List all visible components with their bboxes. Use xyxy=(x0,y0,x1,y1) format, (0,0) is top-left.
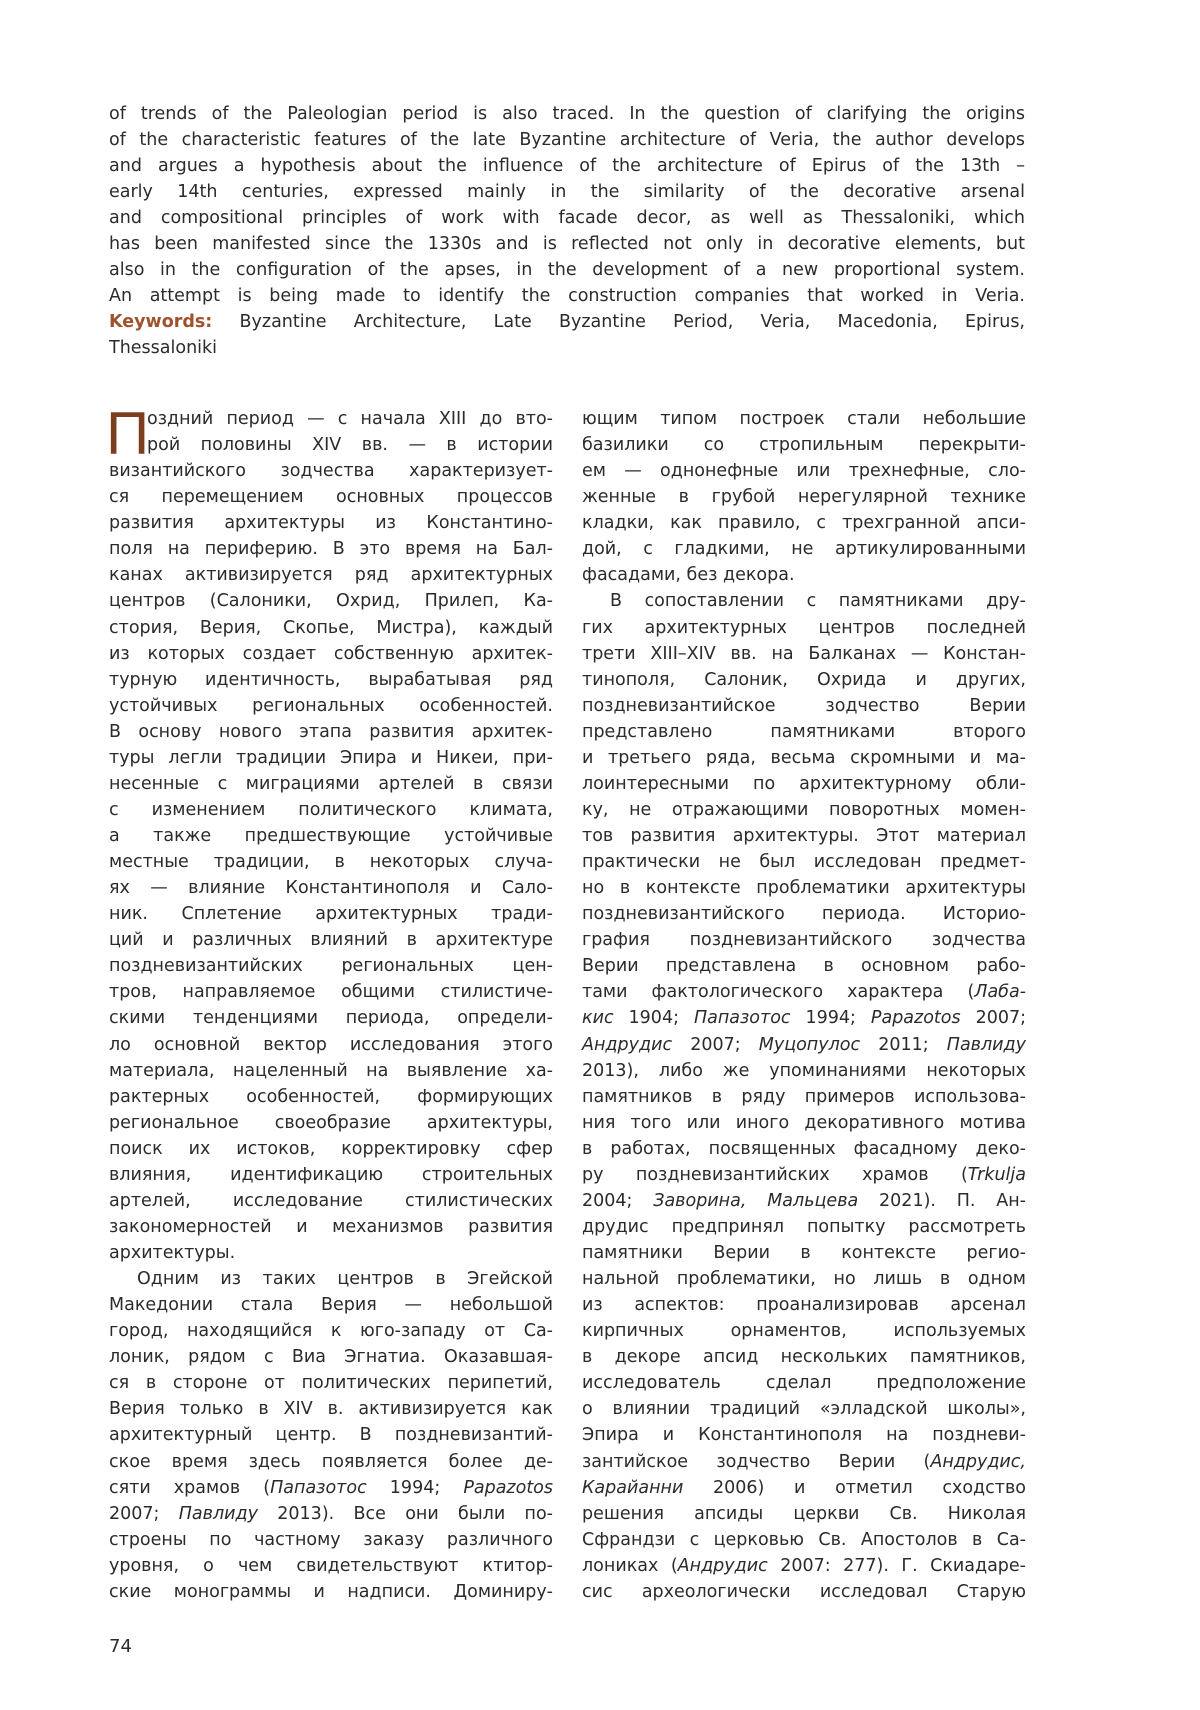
text-line: архитектуры. xyxy=(109,1240,553,1266)
text-line xyxy=(582,1449,1026,1475)
citation-italic: Папазотос xyxy=(694,1008,791,1028)
text-line: Верии представлена в основном рабо- xyxy=(582,953,1026,979)
text-run: сяти храмов ( xyxy=(109,1478,270,1498)
text-line: of trends of the Paleologian period is also traced. In the question of clarifying the origins xyxy=(109,101,1025,127)
text-line: тов развития архитектуры. Этот материал xyxy=(582,823,1026,849)
text-run: 2007; xyxy=(961,1008,1026,1028)
text-line: развития архитектуры из Константино- xyxy=(109,510,553,536)
text-line: местные традиции, в некоторых случа- xyxy=(109,849,553,875)
text-line: из которых создает собственную архитек- xyxy=(109,641,553,667)
text-line: артелей, исследование стилистических xyxy=(109,1188,553,1214)
text-line: в декоре апсид нескольких памятников, xyxy=(582,1344,1026,1370)
text-line: рой половины XIV вв. — в истории xyxy=(109,432,553,458)
text-line: and argues a hypothesis about the influence of the architecture of Epirus of the 13th – xyxy=(109,153,1025,179)
abstract-text xyxy=(109,101,1025,309)
text-line: поиск их истоков, корректировку сфер xyxy=(109,1136,553,1162)
text-run: 2021). П. Ан- xyxy=(858,1191,1026,1211)
text-run: 1994; xyxy=(791,1008,871,1028)
text-line: оздний период — с начала XIII до вто- xyxy=(109,406,553,432)
text-line: практически не был исследован предмет- xyxy=(582,849,1026,875)
text-line: памятники Верии в контексте регио- xyxy=(582,1240,1026,1266)
text-line: графия поздневизантийского зодчества xyxy=(582,927,1026,953)
text-run: 2011; xyxy=(860,1035,947,1055)
text-line: в работах, посвященных фасадному деко- xyxy=(582,1136,1026,1162)
text-line: несенные с миграциями артелей в связи xyxy=(109,771,553,797)
text-line xyxy=(582,979,1026,1005)
citation-italic: Павлиду xyxy=(179,1504,258,1524)
text-line: базилики со стропильным перекрыти- xyxy=(582,432,1026,458)
text-run: 2013). Все они были по- xyxy=(258,1504,553,1524)
text-line: материала, нацеленный на выявление ха- xyxy=(109,1058,553,1084)
text-line: кирпичных орнаментов, используемых xyxy=(582,1318,1026,1344)
text-line: канах активизируется ряд архитектурных xyxy=(109,562,553,588)
text-line: друдис предпринял попытку рассмотреть xyxy=(582,1214,1026,1240)
text-run: 2004; xyxy=(582,1191,653,1211)
text-line: памятников в ряду примеров использова- xyxy=(582,1084,1026,1110)
text-line: Верия только в XIV в. активизируется как xyxy=(109,1396,553,1422)
text-line: из аспектов: проанализировав арсенал xyxy=(582,1292,1026,1318)
text-line: византийского зодчества характеризует- xyxy=(109,458,553,484)
text-line: устойчивых региональных особенностей. xyxy=(109,693,553,719)
citation-italic: Андрудис xyxy=(582,1035,672,1055)
text-line: ния того или иного декоративного мотива xyxy=(582,1110,1026,1136)
text-line: фасадами, без декора. xyxy=(582,562,1026,588)
text-line: and compositional principles of work with facade decor, as well as Thessaloniki, which xyxy=(109,205,1025,231)
citation-italic: Papazotos xyxy=(463,1478,553,1498)
text-run: тами фактологического характера ( xyxy=(582,982,974,1002)
text-run: лониках ( xyxy=(582,1556,678,1576)
text-line: ся в стороне от политических перипетий, xyxy=(109,1370,553,1396)
text-line: ем — однонефные или трехнефные, сло- xyxy=(582,458,1026,484)
text-line: Одним из таких центров в Эгейской xyxy=(109,1266,553,1292)
text-line: нальной проблематики, но лишь в одном xyxy=(582,1266,1026,1292)
text-line: уровня, о чем свидетельствуют ктитор- xyxy=(109,1553,553,1579)
text-line: ций и различных влияний в архитектуре xyxy=(109,927,553,953)
text-line: центров (Салоники, Охрид, Прилеп, Ка- xyxy=(109,588,553,614)
text-line: сис археологически исследовал Старую xyxy=(582,1579,1026,1605)
keywords-line xyxy=(109,309,1025,335)
text-line: ские монограммы и надписи. Доминиру- xyxy=(109,1579,553,1605)
body-column-left xyxy=(109,406,553,1605)
text-run: 1994; xyxy=(367,1478,464,1498)
citation-italic: Заворина, Мальцева xyxy=(653,1191,858,1211)
text-line: региональное своеобразие архитектуры, xyxy=(109,1110,553,1136)
text-run: 2007; xyxy=(672,1035,759,1055)
text-line xyxy=(582,1188,1026,1214)
keywords-list: Byzantine Architecture, Late Byzantine Period, Veria, Macedonia, Epirus, xyxy=(212,312,1025,332)
text-line: ское время здесь появляется более де- xyxy=(109,1449,553,1475)
text-line: исследователь сделал предположение xyxy=(582,1370,1026,1396)
text-line xyxy=(582,1553,1026,1579)
text-line: В основу нового этапа развития архитек- xyxy=(109,719,553,745)
text-line: Македонии стала Верия — небольшой xyxy=(109,1292,553,1318)
text-line xyxy=(109,1501,553,1527)
text-line: ник. Сплетение архитектурных тради- xyxy=(109,901,553,927)
text-line: лоник, рядом с Виа Эгнатиа. Оказавшая- xyxy=(109,1344,553,1370)
text-line xyxy=(582,1475,1026,1501)
text-line: An attempt is being made to identify the construction companies that worked in Veria. xyxy=(109,283,1025,309)
text-run: ру поздневизантийских храмов ( xyxy=(582,1165,968,1185)
text-line: стория, Верия, Скопье, Мистра), каждый xyxy=(109,615,553,641)
text-line: женные в грубой нерегулярной технике xyxy=(582,484,1026,510)
text-line: Сфрандзи с церковью Св. Апостолов в Са- xyxy=(582,1527,1026,1553)
text-line: строены по частному заказу различного xyxy=(109,1527,553,1553)
citation-italic: Андрудис xyxy=(678,1556,768,1576)
text-line: поздневизантийского периода. Историо- xyxy=(582,901,1026,927)
text-line: ся перемещением основных процессов xyxy=(109,484,553,510)
citation-italic: Карайанни xyxy=(582,1478,683,1498)
text-line: лоинтересными по архитектурному обли- xyxy=(582,771,1026,797)
text-line: город, находящийся к юго-западу от Са- xyxy=(109,1318,553,1344)
text-line: трети XIII–XIV вв. на Балканах — Констан- xyxy=(582,641,1026,667)
citation-italic: Trkulja xyxy=(968,1165,1026,1185)
text-line: early 14th centuries, expressed mainly in the similarity of the decorative arsenal xyxy=(109,179,1025,205)
text-line: поздневизантийских региональных цен- xyxy=(109,953,553,979)
body-column-right xyxy=(582,406,1026,1605)
citation-italic: Папазотос xyxy=(270,1478,367,1498)
text-line: of the characteristic features of the late Byzantine architecture of Veria, the author develops xyxy=(109,127,1025,153)
text-line: поля на периферию. В это время на Бал- xyxy=(109,536,553,562)
text-run: 2007: 277). Г. Скиадаре- xyxy=(768,1556,1026,1576)
text-line: ло основной вектор исследования этого xyxy=(109,1032,553,1058)
text-run: 2007; xyxy=(109,1504,179,1524)
text-line: рактерных особенностей, формирующих xyxy=(109,1084,553,1110)
text-run: 1904; xyxy=(614,1008,694,1028)
text-line xyxy=(582,1005,1026,1031)
keywords-label: Keywords: xyxy=(109,312,212,332)
text-line: турную идентичность, вырабатывая ряд xyxy=(109,667,553,693)
page-number: 74 xyxy=(109,1636,132,1657)
text-run: зантийское зодчество Верии ( xyxy=(582,1452,930,1472)
citation-italic: Павлиду xyxy=(947,1035,1026,1055)
text-line: поздневизантийское зодчество Верии xyxy=(582,693,1026,719)
citation-italic: кис xyxy=(582,1008,614,1028)
text-line: влияния, идентификацию строительных xyxy=(109,1162,553,1188)
text-line: дой, с гладкими, не артикулированными xyxy=(582,536,1026,562)
text-line: гих архитектурных центров последней xyxy=(582,615,1026,641)
drop-cap: П xyxy=(106,407,149,461)
citation-italic: Papazotos xyxy=(871,1008,961,1028)
text-line xyxy=(109,1475,553,1501)
text-line: а также предшествующие устойчивые xyxy=(109,823,553,849)
abstract xyxy=(109,101,1025,361)
text-line: тинополя, Салоник, Охрида и других, xyxy=(582,667,1026,693)
text-line: ях — влияние Константинополя и Сало- xyxy=(109,875,553,901)
text-line: представлено памятниками второго xyxy=(582,719,1026,745)
citation-italic: Муцопулос xyxy=(759,1035,860,1055)
keywords-line-end: Thessaloniki xyxy=(109,335,1025,361)
text-line: архитектурный центр. В поздневизантий- xyxy=(109,1422,553,1448)
text-line: и третьего ряда, весьма скромными и ма- xyxy=(582,745,1026,771)
text-line xyxy=(582,1162,1026,1188)
text-line: туры легли традиции Эпира и Никеи, при- xyxy=(109,745,553,771)
text-line: кладки, как правило, с трехгранной апси- xyxy=(582,510,1026,536)
text-line: решения апсиды церкви Св. Николая xyxy=(582,1501,1026,1527)
text-line: но в контексте проблематики архитектуры xyxy=(582,875,1026,901)
text-line: с изменением политического климата, xyxy=(109,797,553,823)
text-line: Эпира и Константинополя на поздневи- xyxy=(582,1422,1026,1448)
text-line: also in the configuration of the apses, in the development of a new proportional system. xyxy=(109,257,1025,283)
text-line: has been manifested since the 1330s and is reflected not only in decorative elements, but xyxy=(109,231,1025,257)
text-line xyxy=(582,1032,1026,1058)
text-line: ку, не отражающими поворотных момен- xyxy=(582,797,1026,823)
text-line: 2013), либо же упоминаниями некоторых xyxy=(582,1058,1026,1084)
text-line: В сопоставлении с памятниками дру- xyxy=(582,588,1026,614)
text-line: скими тенденциями периода, определи- xyxy=(109,1005,553,1031)
text-line: ющим типом построек стали небольшие xyxy=(582,406,1026,432)
text-line: о влиянии традиций «элладской школы», xyxy=(582,1396,1026,1422)
text-line: закономерностей и механизмов развития xyxy=(109,1214,553,1240)
citation-italic: Лаба- xyxy=(974,982,1026,1002)
citation-italic: Андрудис, xyxy=(930,1452,1026,1472)
text-line: тров, направляемое общими стилистиче- xyxy=(109,979,553,1005)
text-run: 2006) и отметил сходство xyxy=(683,1478,1026,1498)
